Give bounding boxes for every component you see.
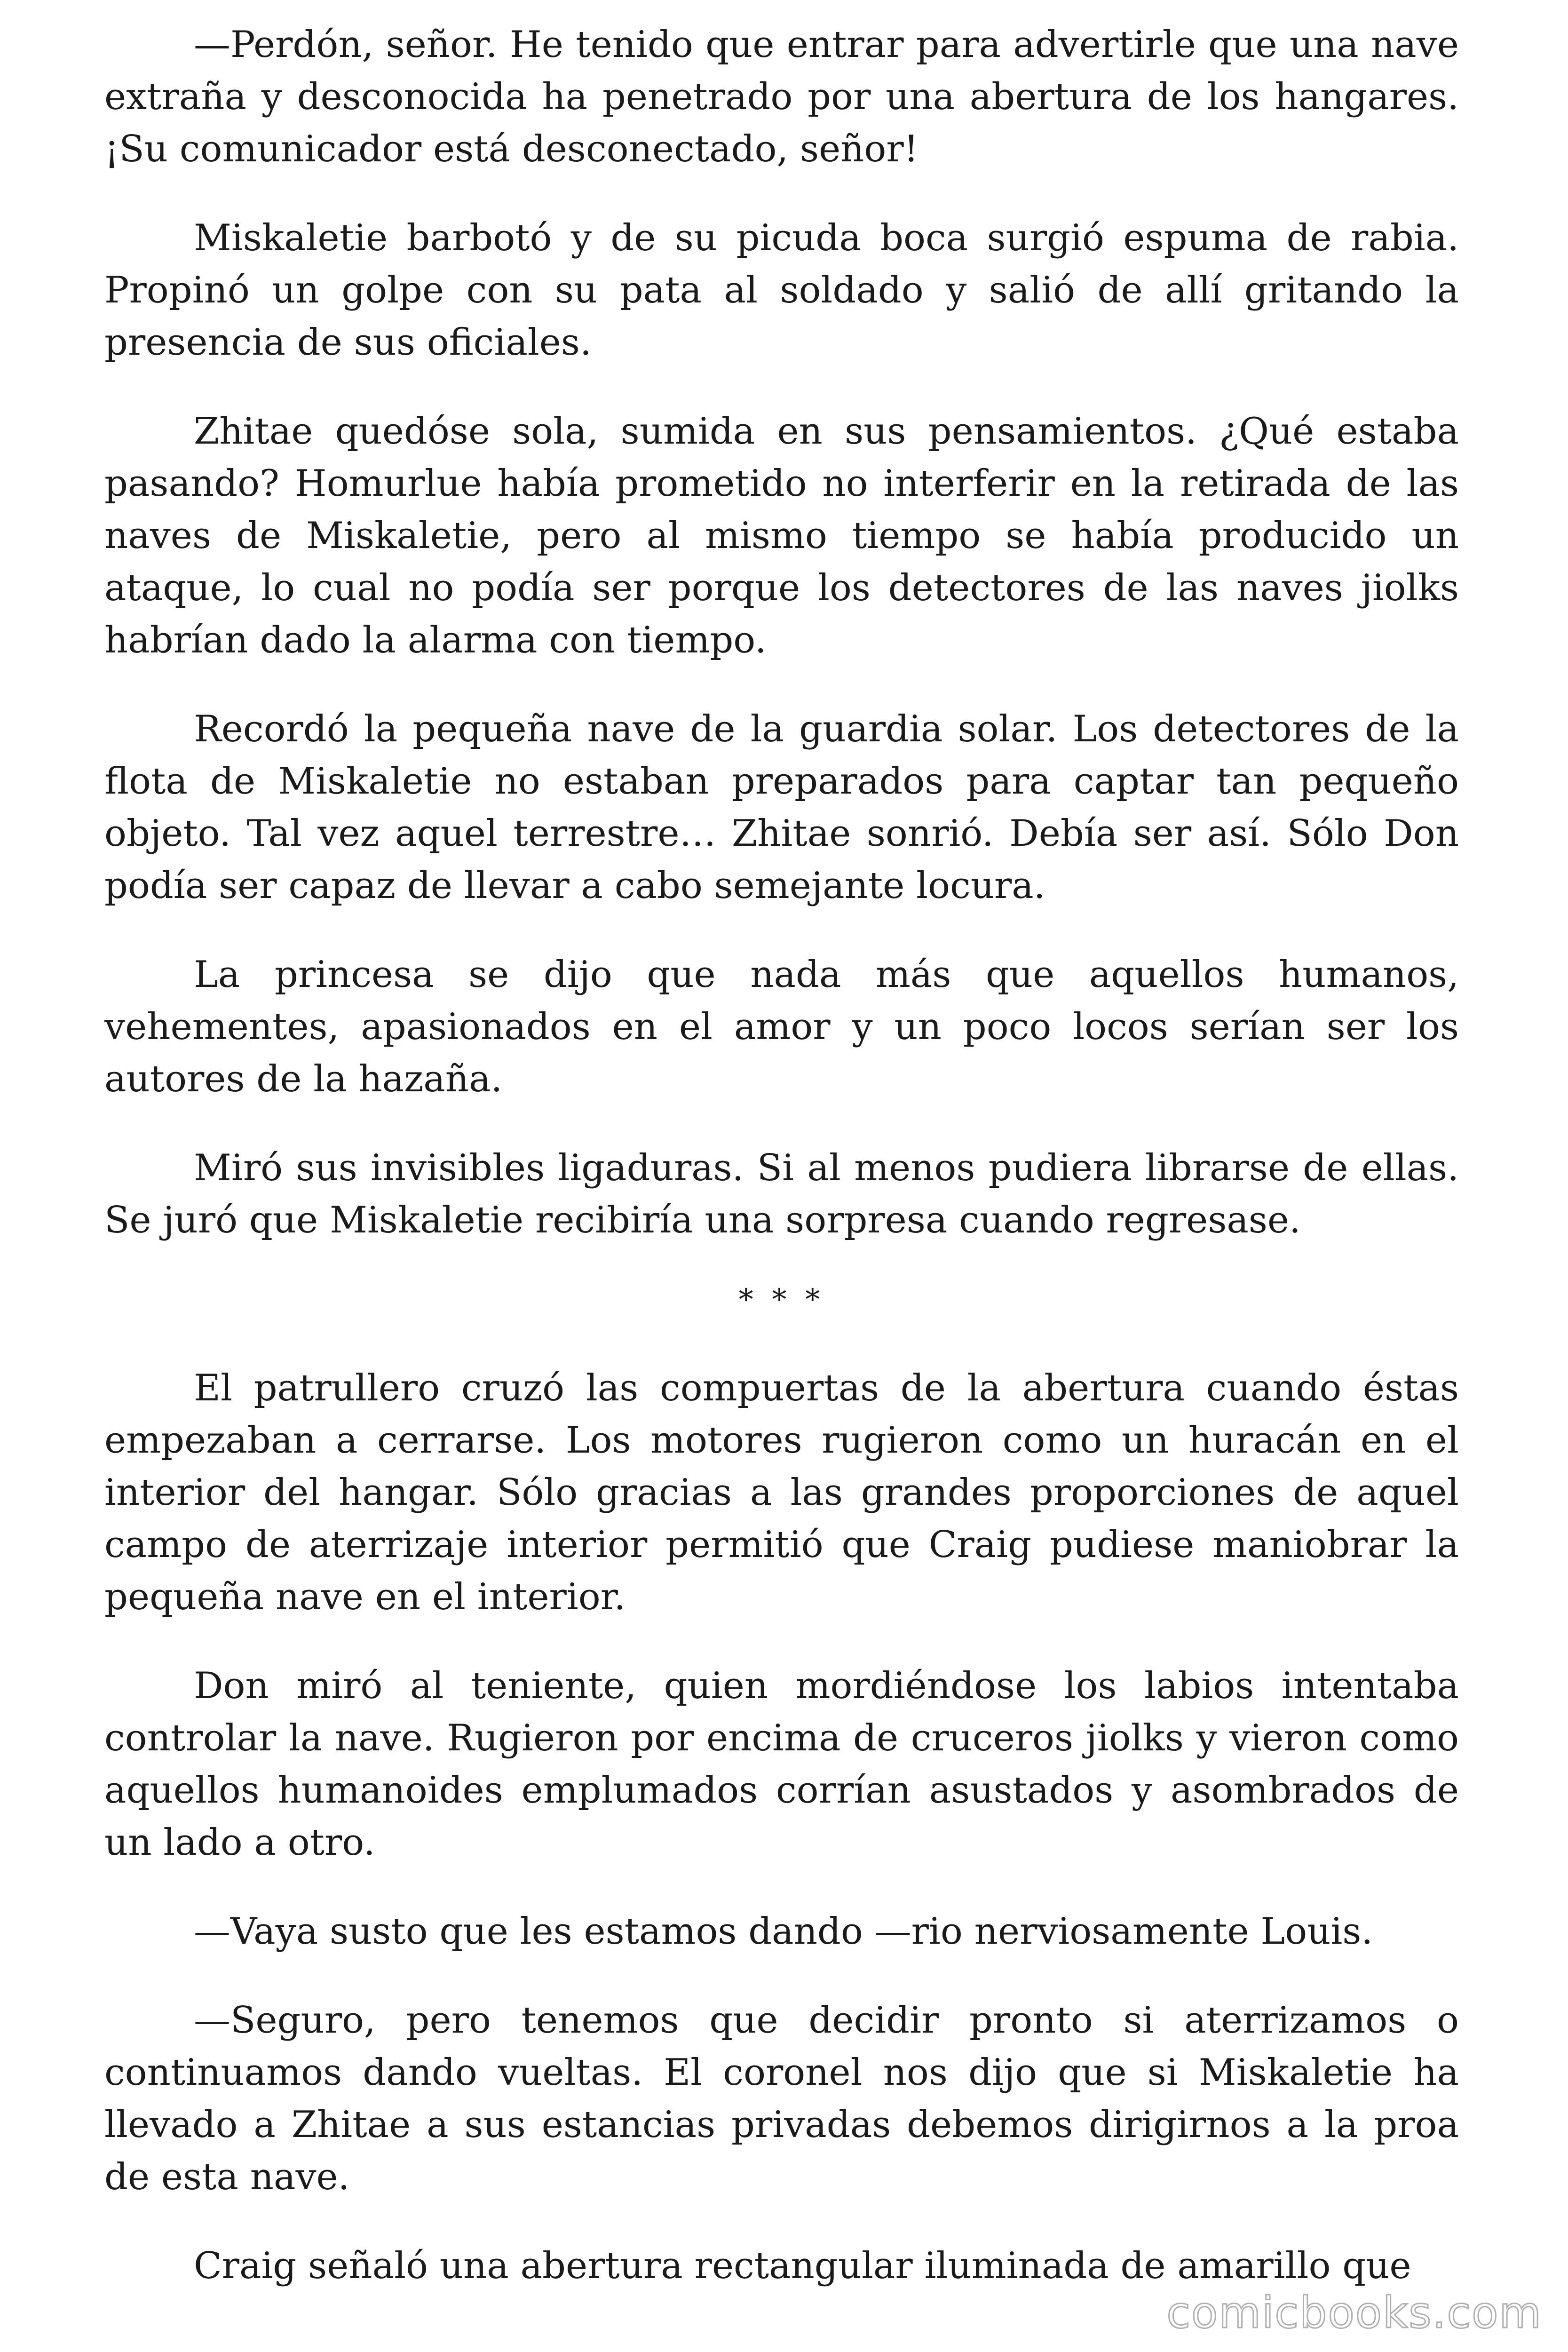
paragraph: Miskaletie barbotó y de su picuda boca surgió espuma de rabia. Propinó un golpe con su pata al soldado y salió de allí gritando la presencia de sus oficiales.: [104, 217, 1459, 364]
paragraph: Craig señaló una abertura rectangular iluminada de amarillo que: [194, 2245, 1411, 2287]
paragraph: Zhitae quedóse sola, sumida en sus pensamientos. ¿Qué estaba pasando? Homurlue había prometido no interferir en la retirada de las naves de Miskaletie, pero al mismo tiempo se había producido un ataque, lo cual no podía ser porque los detectores de las naves jiolks habrían dado la alarma con tiempo.: [104, 410, 1459, 661]
paragraph: Recordó la pequeña nave de la guardia solar. Los detectores de la flota de Miskaletie no estaban preparados para captar tan pequeño objeto. Tal vez aquel terrestre… Zhitae sonrió. Debía ser así. Sólo Don podía ser capaz de llevar a cabo semejante locura.: [104, 708, 1459, 907]
paragraph: La princesa se dijo que nada más que aquellos humanos, vehementes, apasionados en el amor y un poco locos serían ser los autores de la hazaña.: [104, 954, 1459, 1100]
paragraph: —Vaya susto que les estamos dando —rio nerviosamente Louis.: [194, 1910, 1373, 1953]
paragraph: —Seguro, pero tenemos que decidir pronto si aterrizamos o continuamos dando vueltas. El coronel nos dijo que si Miskaletie ha llevado a Zhitae a sus estancias privadas debemos dirigirnos a la proa de esta nave.: [104, 1999, 1459, 2198]
site-watermark: comicbooks.com: [1166, 2288, 1542, 2338]
paragraph: —Perdón, señor. He tenido que entrar para advertirle que una nave extraña y desconocida ha penetrado por una abertura de los hangares. ¡Su comunicador está desconectado, señor!: [104, 24, 1459, 170]
paragraph: Miró sus invisibles ligaduras. Si al menos pudiera librarse de ellas. Se juró que Miskaletie recibiría una sorpresa cuando regresase.: [104, 1147, 1459, 1241]
paragraph: Don miró al teniente, quien mordiéndose los labios intentaba controlar la nave. Rugieron por encima de cruceros jiolks y vieron como aquellos humanoides emplumados corrían asustados y asombrados de un lado a otro.: [104, 1665, 1459, 1864]
book-page: [104, 19, 1459, 2292]
paragraph: El patrullero cruzó las compuertas de la abertura cuando éstas empezaban a cerrarse. Los motores rugieron como un huracán en el interior del hangar. Sólo gracias a las grandes proporciones de aquel campo de aterrizaje interior permitió que Craig pudiese maniobrar la pequeña nave en el interior.: [104, 1367, 1459, 1618]
scene-break-separator: * * *: [738, 1282, 825, 1317]
